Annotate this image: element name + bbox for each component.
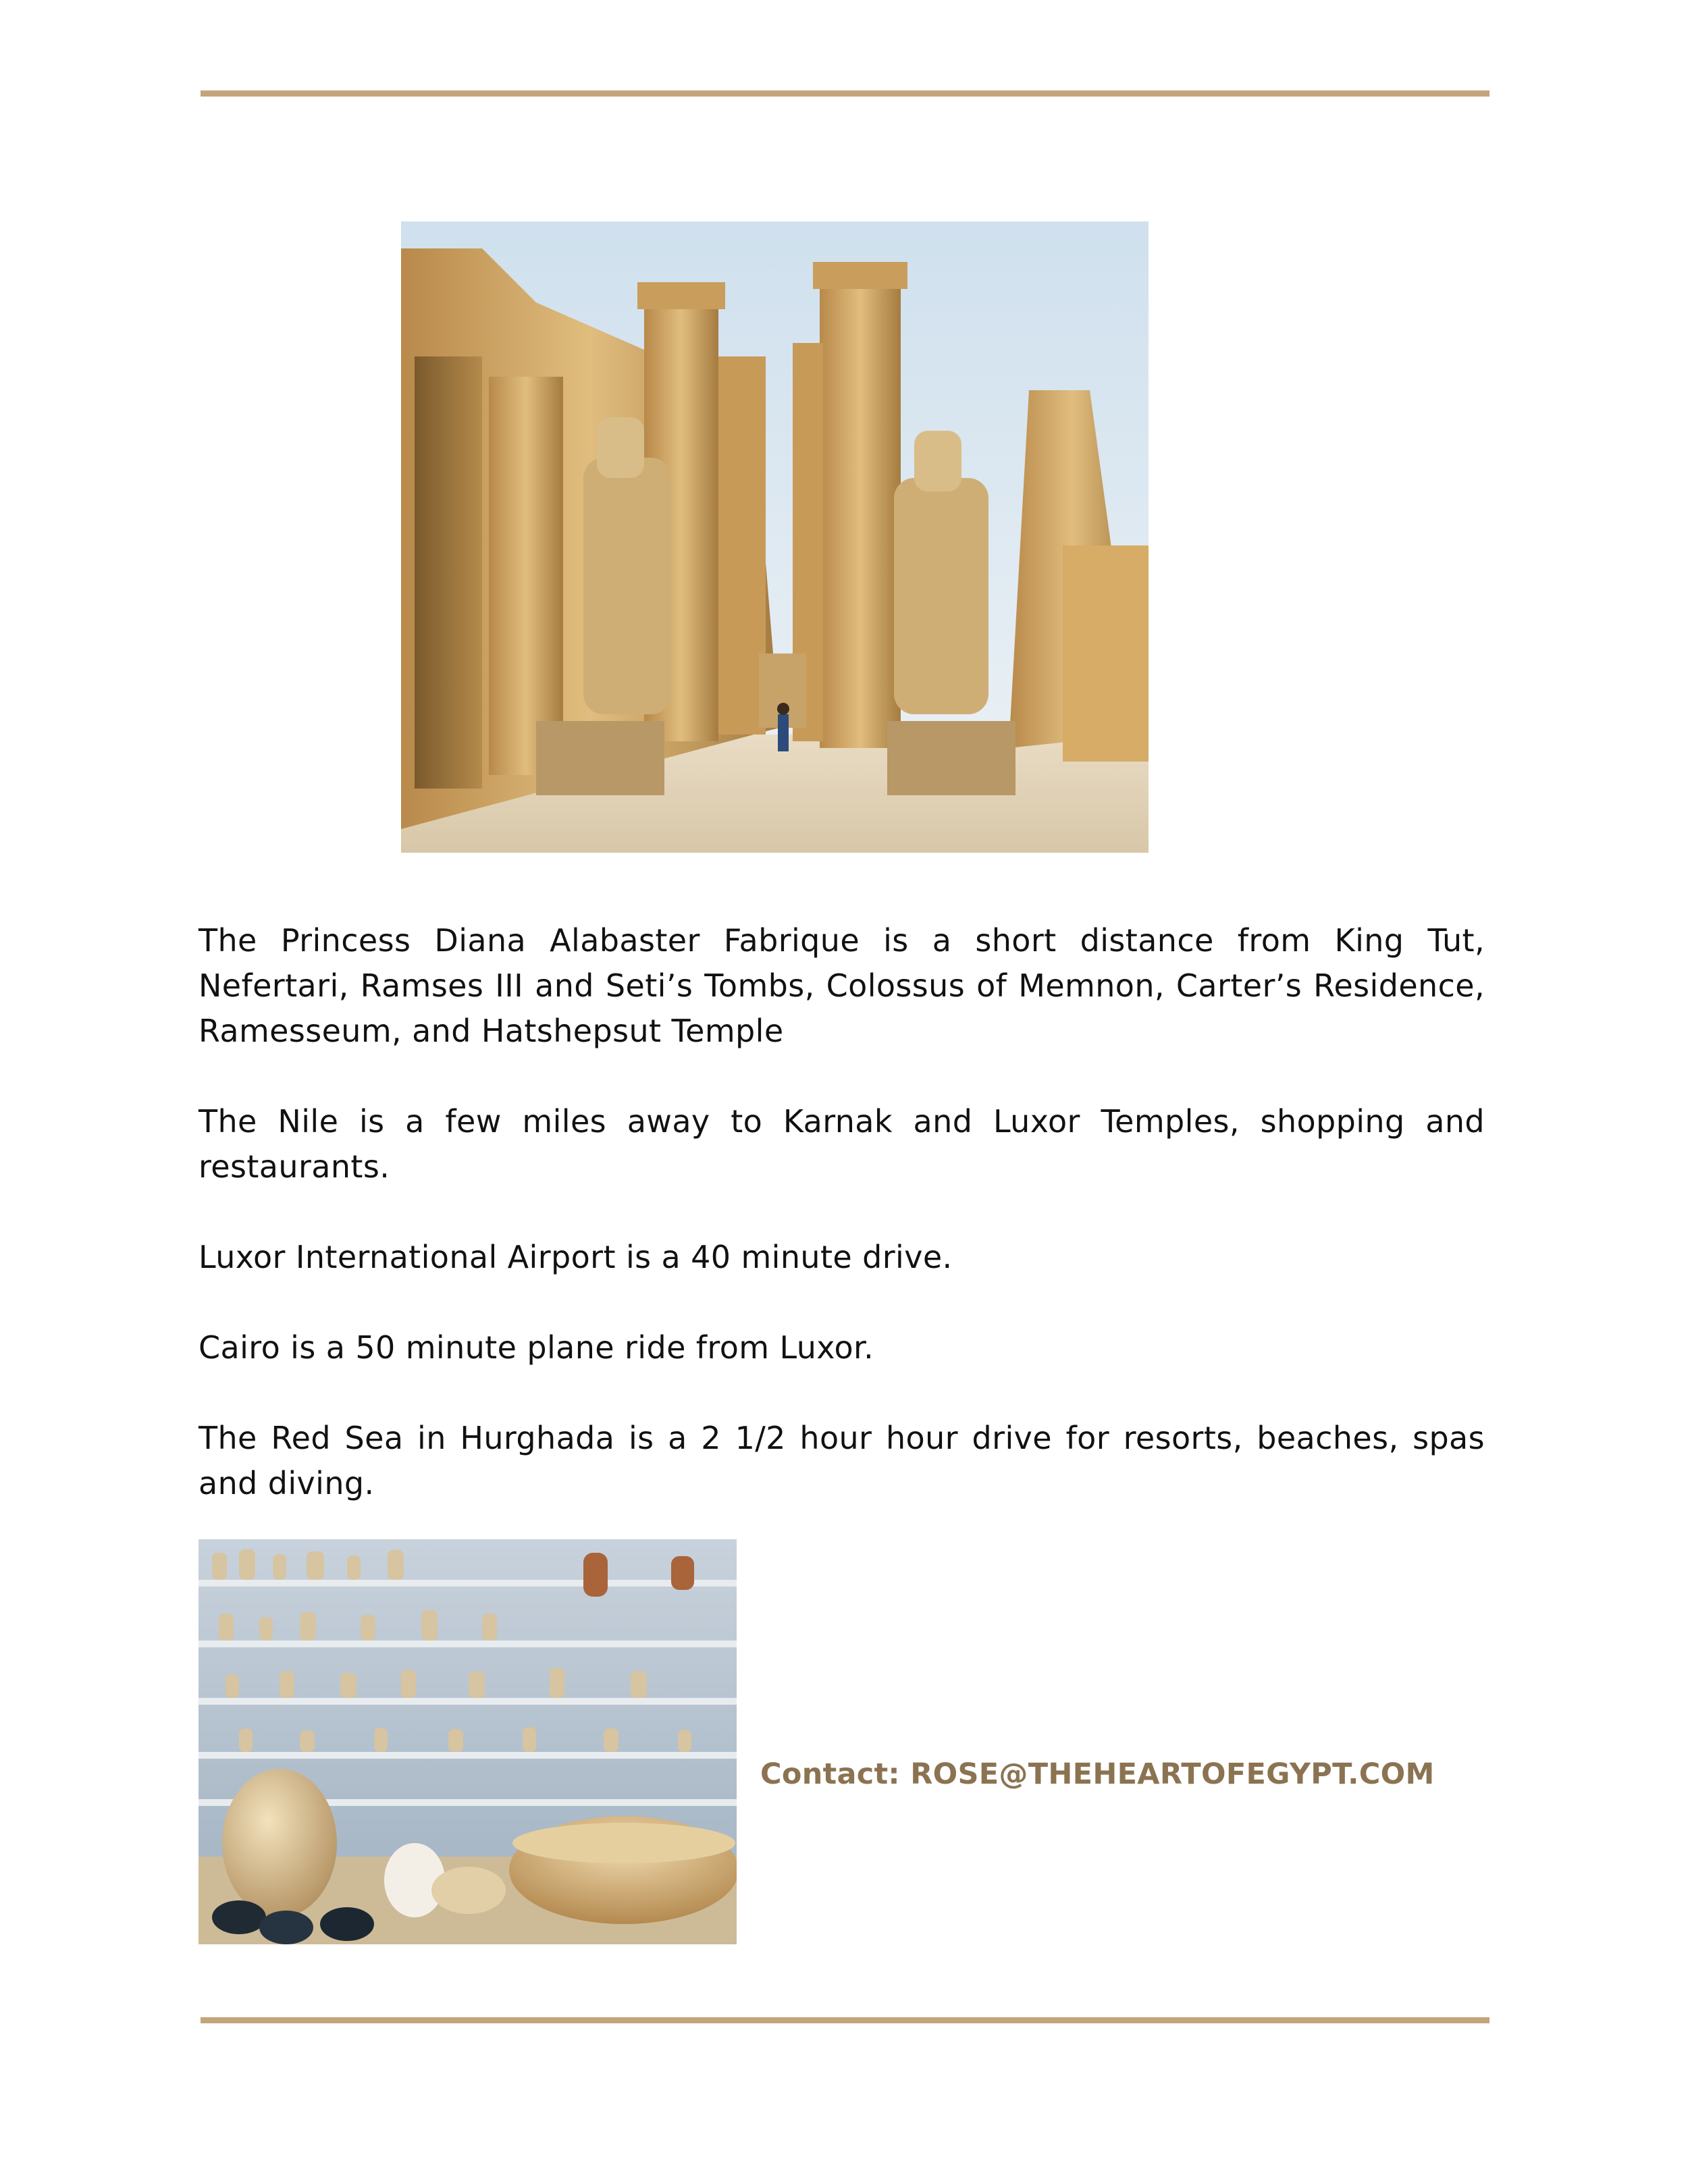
paragraph-red-sea: The Red Sea in Hurghada is a 2 1/2 hour hour drive for resorts, beaches, spas and diving. [199,1420,1485,1501]
paragraph-cairo: Cairo is a 50 minute plane ride from Luxor. [199,1329,874,1366]
contact-line [760,1757,1435,1791]
info-text [199,918,1485,1551]
alabaster-shop-photo [199,1539,737,1944]
contact-label: Contact: [760,1757,900,1791]
contact-email-link[interactable]: ROSE@THEHEARTOFEGYPT.COM [910,1757,1435,1791]
luxor-temple-photo [401,221,1149,853]
bottom-divider [201,2017,1489,2023]
paragraph-nearby-sites: The Princess Diana Alabaster Fabrique is a short distance from King Tut, Nefertari, Ramses III and Seti’s Tombs, Colossus of Memnon, Carter’s Residence, Ramesseum, and Hatshepsut Temple [199,922,1485,1049]
paragraph-airport: Luxor International Airport is a 40 minute drive. [199,1239,953,1275]
paragraph-nile: The Nile is a few miles away to Karnak and Luxor Temples, shopping and restaurants. [199,1103,1485,1185]
top-divider [201,90,1489,97]
